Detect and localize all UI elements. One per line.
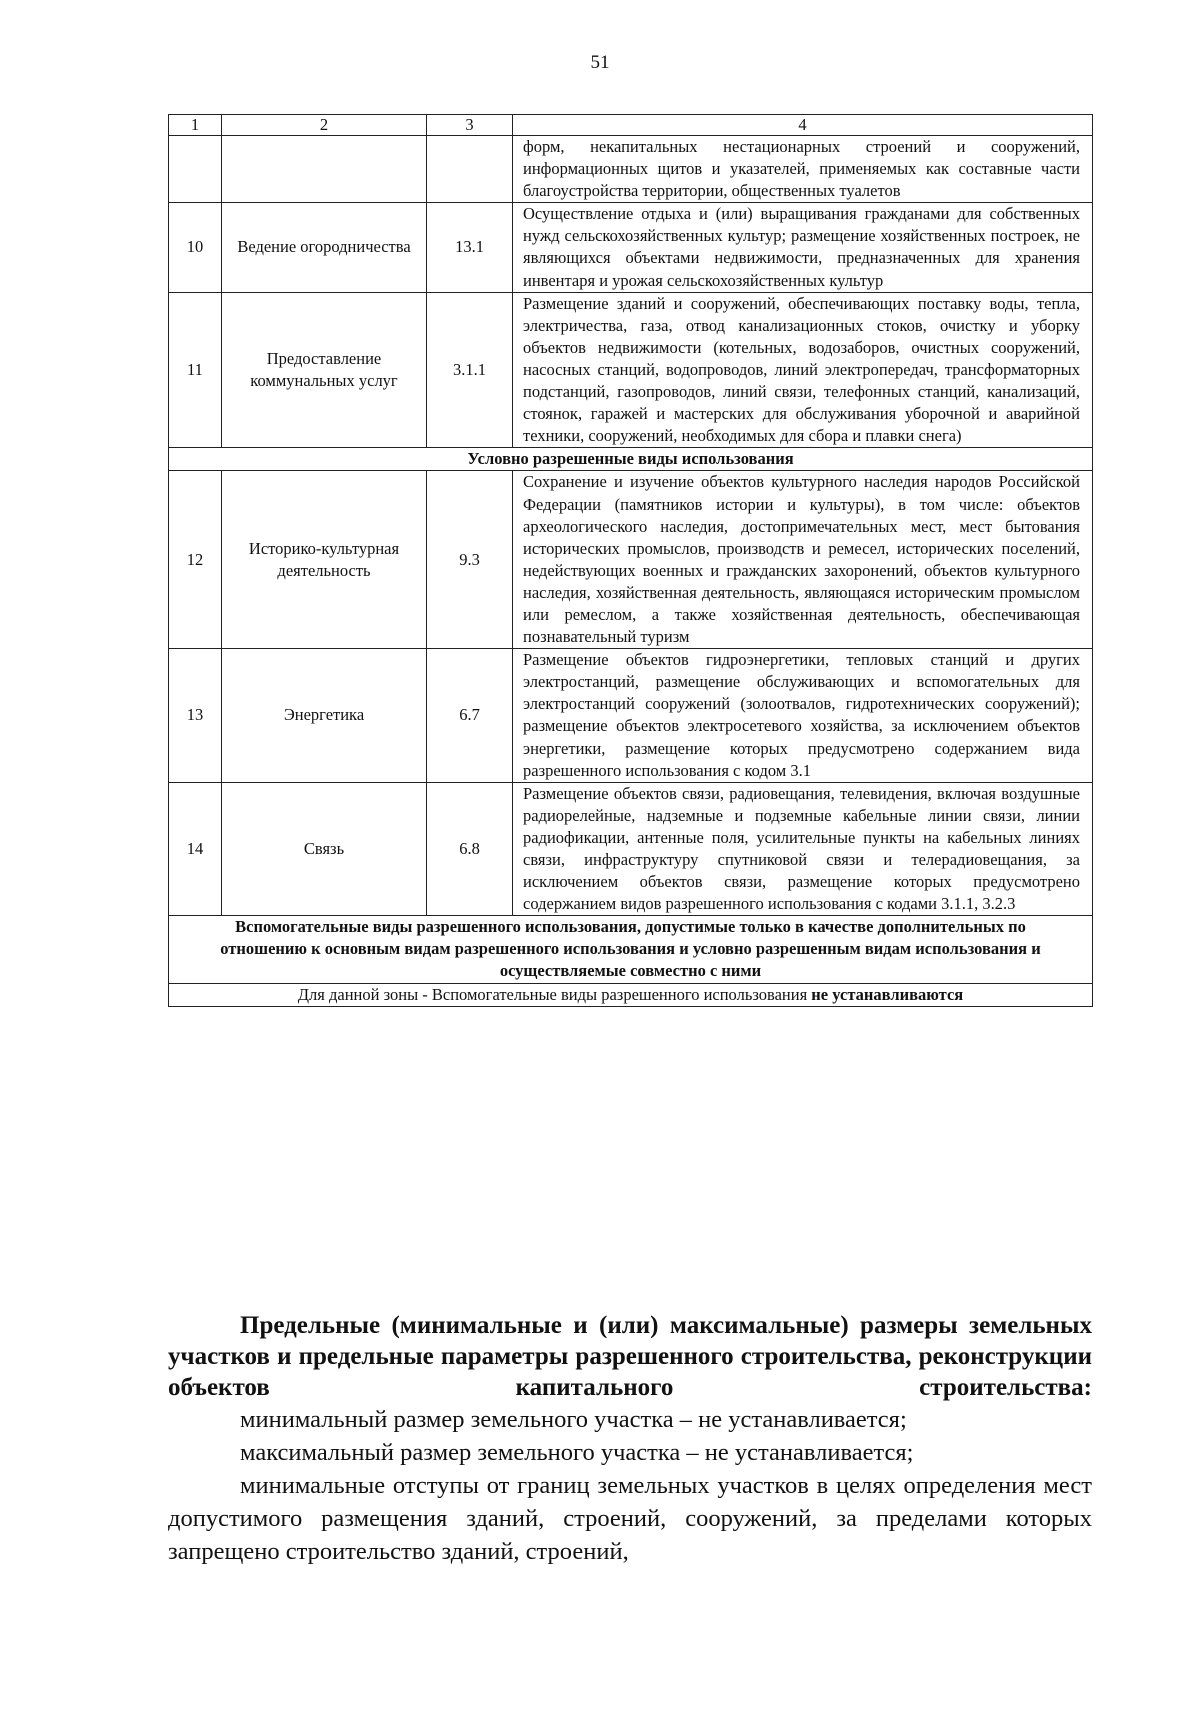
section-title-auxiliary: Вспомогательные виды разрешенного использования, допустимые только в качестве дополнительных по отношению к основным видам разрешенного использования и условно разрешенным видам использования и осуществляемые совместно с ними (169, 916, 1093, 983)
use-name: Историко-культурная деятельность (222, 471, 427, 649)
use-name: Ведение огородничества (222, 203, 427, 292)
section-row-conditional (169, 448, 1093, 471)
auxiliary-note (169, 983, 1093, 1006)
table-row (169, 136, 1093, 203)
section-row-auxiliary (169, 916, 1093, 983)
row-number: 13 (169, 649, 222, 783)
use-description: Размещение объектов связи, радиовещания, телевидения, включая воздушные радиорелейные, надземные и подземные кабельные линии связи, линии радиофикации, антенные поля, усилительные пункты на кабельных линиях связи, инфраструктуру спутниковой связи и телерадиовещания, за исключением объектов связи, размещение которых предусмотрено содержанием видов разрешенного использования с кодами 3.1.1, 3.2.3 (513, 782, 1093, 916)
use-description: Сохранение и изучение объектов культурного наследия народов Российской Федерации (памятников истории и культуры), в том числе: объектов археологического наследия, достопримечательных мест, мест бытования исторических промыслов, производств и ремесел, исторических поселений, недействующих военных и гражданских захоронений, объектов культурного наследия, хозяйственная деятельность, являющаяся историческим промыслом или ремеслом, а также хозяйственная деятельность, обеспечивающая познавательный туризм (513, 471, 1093, 649)
header-cell-2: 2 (222, 115, 427, 136)
row-number: 14 (169, 782, 222, 916)
table-row (169, 292, 1093, 448)
header-cell-3: 3 (427, 115, 513, 136)
land-use-table (168, 114, 1093, 1007)
auxiliary-note-prefix: Для данной зоны - Вспомогательные виды разрешенного использования (297, 984, 808, 1004)
table-row (169, 471, 1093, 649)
use-description: Размещение объектов гидроэнергетики, тепловых станций и других электростанций, размещение обслуживающих и вспомогательных для электростанций сооружений (золоотвалов, гидротехнических сооружений); размещение объектов электросетевого хозяйства, за исключением объектов энергетики, размещение которых предусмотрено содержанием вида разрешенного использования с кодом 3.1 (513, 649, 1093, 783)
row-number: 10 (169, 203, 222, 292)
header-cell-4: 4 (513, 115, 1093, 136)
header-cell-1: 1 (169, 115, 222, 136)
section-title-conditional: Условно разрешенные виды использования (169, 448, 1093, 471)
min-size-line: минимальный размер земельного участка – не устанавливается; (240, 1406, 907, 1433)
table-row (169, 649, 1093, 783)
body-text (168, 1310, 1092, 1568)
table-header-row (169, 115, 1093, 136)
auxiliary-note-row (169, 983, 1093, 1006)
use-code: 9.3 (427, 471, 513, 649)
use-description: форм, некапитальных нестационарных строений и сооружений, информационных щитов и указателей, применяемых как составные части благоустройства территории, общественных туалетов (513, 136, 1093, 203)
use-name: Энергетика (222, 649, 427, 783)
setbacks-paragraph: минимальные отступы от границ земельных участков в целях определения мест допустимого размещения зданий, строений, сооружений, за пределами которых запрещено строительство зданий, строений, (168, 1472, 1092, 1565)
row-number: 12 (169, 471, 222, 649)
table-row (169, 782, 1093, 916)
use-name (222, 136, 427, 203)
use-code (427, 136, 513, 203)
parameters-heading: Предельные (минимальные и (или) максимальные) размеры земельных участков и предельные параметры разрешенного строительства, реконструкции объектов капитального строительства: (168, 1312, 1092, 1401)
auxiliary-note-emphasis: не устанавливаются (811, 984, 964, 1004)
table-row (169, 203, 1093, 292)
use-code: 6.7 (427, 649, 513, 783)
use-description: Осуществление отдыха и (или) выращивания гражданами для собственных нужд сельскохозяйственных культур; размещение хозяйственных построек, не являющихся объектами недвижимости, предназначенных для хранения инвентаря и урожая сельскохозяйственных культур (513, 203, 1093, 292)
row-number (169, 136, 222, 203)
use-name: Предоставление коммунальных услуг (222, 292, 427, 448)
use-code: 3.1.1 (427, 292, 513, 448)
use-code: 6.8 (427, 782, 513, 916)
use-description: Размещение зданий и сооружений, обеспечивающих поставку воды, тепла, электричества, газа, отвод канализационных стоков, очистку и уборку объектов недвижимости (котельных, водозаборов, очистных сооружений, насосных станций, водопроводов, линий электропередач, трансформаторных подстанций, газопроводов, линий связи, телефонных станций, канализаций, стоянок, гаражей и мастерских для обслуживания уборочной и аварийной техники, сооружений, необходимых для сбора и плавки снега) (513, 292, 1093, 448)
use-code: 13.1 (427, 203, 513, 292)
page-number: 51 (590, 52, 610, 73)
row-number: 11 (169, 292, 222, 448)
max-size-line: максимальный размер земельного участка – не устанавливается; (240, 1439, 914, 1466)
use-name: Связь (222, 782, 427, 916)
